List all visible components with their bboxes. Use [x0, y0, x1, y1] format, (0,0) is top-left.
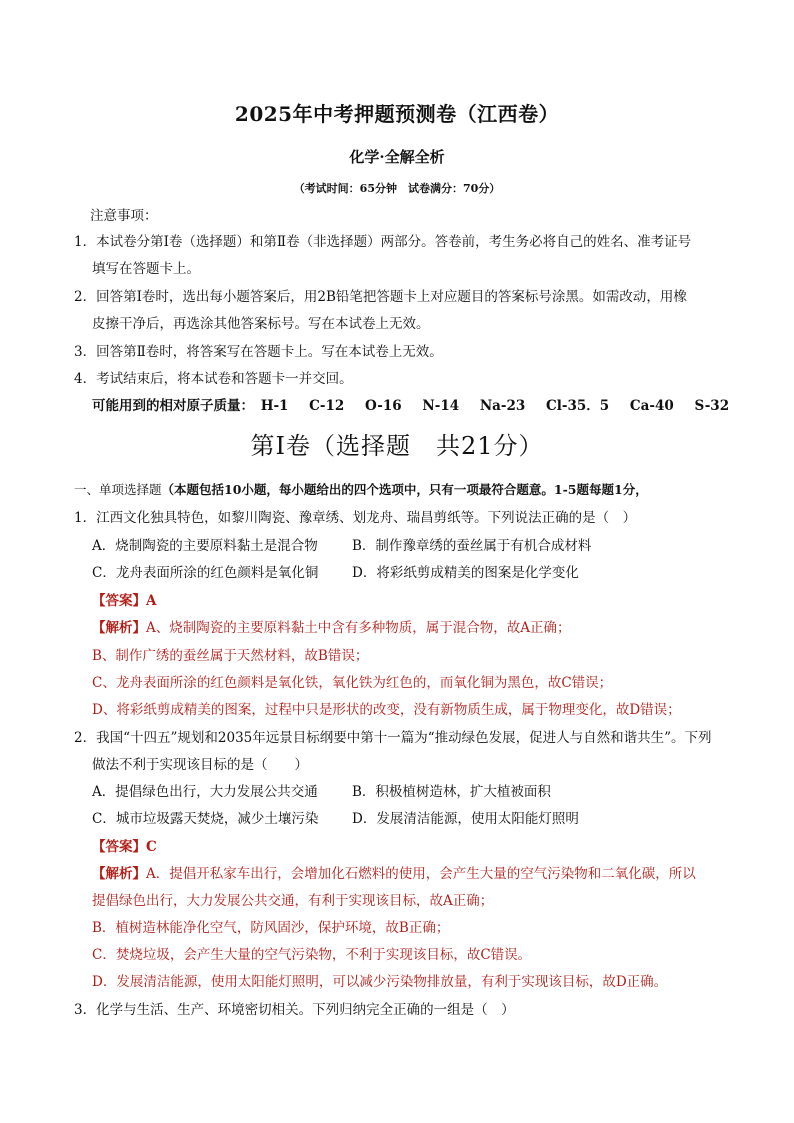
- atomic-mass: N-14: [422, 398, 460, 414]
- atomic-mass: C-12: [309, 398, 345, 414]
- analysis-line: B．植树造林能净化空气，防风固沙，保护环境，故B正确；: [92, 920, 450, 936]
- option-row: [92, 809, 579, 829]
- atomic-mass: S-32: [694, 398, 730, 414]
- part-one-header: [74, 480, 648, 500]
- atomic-mass: O-16: [365, 398, 402, 414]
- answer: 【答案】A: [92, 593, 157, 609]
- option-d: D．将彩纸剪成精美的图案是化学变化: [352, 565, 579, 581]
- atomic-mass: Na-23: [479, 398, 526, 414]
- question-stem: 2．我国“十四五”规划和2035年远景目标纲要中第十一篇为“推动绿色发展，促进人与自然和谐共生”。下列: [74, 730, 712, 746]
- analysis-label: 【解析】: [92, 620, 146, 636]
- option-b: B．制作豫章绣的蚕丝属于有机合成材料: [352, 538, 592, 554]
- analysis-line: [92, 618, 571, 638]
- question-stem: 3．化学与生活、生产、环境密切相关。下列归纳完全正确的一组是（ ）: [74, 1002, 515, 1018]
- note-item: 皮擦干净后，再选涂其他答案标号。写在本试卷上无效。: [92, 316, 430, 332]
- option-c: C．城市垃圾露天焚烧，减少土壤污染: [92, 811, 319, 827]
- analysis-line: C．焚烧垃圾，会产生大量的空气污染物，不利于实现该目标，故C错误。: [92, 947, 532, 963]
- option-b: B．积极植树造林，扩大植被面积: [352, 784, 551, 800]
- option-a: A．烧制陶瓷的主要原料黏土是混合物: [92, 538, 318, 554]
- note-item: 3．回答第Ⅱ卷时，将答案写在答题卡上。写在本试卷上无效。: [74, 344, 443, 360]
- analysis-text: A．提倡开私家车出行，会增加化石燃料的使用，会产生大量的空气污染物和二氧化碳，所以: [146, 866, 696, 882]
- atomic-mass: Cl-35．5: [546, 398, 610, 414]
- atomic-mass: Ca-40: [629, 398, 674, 414]
- note-item: 1．本试卷分第Ⅰ卷（选择题）和第Ⅱ卷（非选择题）两部分。答卷前，考生务必将自己的姓名、准考证号: [74, 234, 692, 250]
- atomic-mass-line: [92, 396, 745, 416]
- note-item: 2．回答第Ⅰ卷时，选出每小题答案后，用2B铅笔把答题卡上对应题目的答案标号涂黑。如需改动，用橡: [74, 289, 687, 305]
- atomic-mass: H-1: [260, 398, 289, 414]
- analysis-text: A、烧制陶瓷的主要原料黏土中含有多种物质，属于混合物，故A正确；: [146, 620, 571, 636]
- option-row: [92, 536, 591, 556]
- analysis-label: 【解析】: [92, 866, 146, 882]
- notes-heading: 注意事项：: [90, 208, 158, 224]
- option-d: D．发展清洁能源，使用太阳能灯照明: [352, 811, 579, 827]
- part-one-prefix: 一、单项选择题: [74, 482, 162, 497]
- question-stem: 做法不利于实现该目标的是（ ）: [92, 757, 308, 773]
- analysis-line: D、将彩纸剪成精美的图案，过程中只是形状的改变，没有新物质生成，属于物理变化，故D错误；: [92, 702, 681, 718]
- analysis-line: [92, 864, 696, 884]
- part-one-desc: （本题包括10小题，每小题给出的四个选项中，只有一项最符合题意。1-5题每题1分，: [161, 482, 648, 497]
- note-item: 填写在答题卡上。: [92, 261, 200, 277]
- page-title: 2025年中考押题预测卷（江西卷）: [234, 102, 560, 126]
- analysis-line: B、制作广绣的蚕丝属于天然材料，故B错误；: [92, 648, 369, 664]
- question-stem: 1．江西文化独具特色，如黎川陶瓷、豫章绣、划龙舟、瑞昌剪纸等。下列说法正确的是（ ）: [74, 510, 637, 526]
- atomic-mass-label: 可能用到的相对原子质量：: [92, 398, 254, 414]
- exam-info: （考试时间：65分钟 试卷满分：70分）: [293, 182, 501, 195]
- page-subtitle: 化学·全解全析: [349, 148, 445, 166]
- option-row: [92, 782, 551, 802]
- analysis-line: C、龙舟表面所涂的红色颜料是氧化铁，氧化铁为红色的，而氧化铜为黑色，故C错误；: [92, 675, 613, 691]
- option-a: A．提倡绿色出行，大力发展公共交通: [92, 784, 318, 800]
- answer: 【答案】C: [92, 839, 157, 855]
- analysis-line: D．发展清洁能源，使用太阳能灯照明，可以减少污染物排放量，有利于实现该目标，故D正确。: [92, 974, 668, 990]
- option-row: [92, 563, 579, 583]
- analysis-line: 提倡绿色出行，大力发展公共交通，有利于实现该目标，故A正确；: [92, 893, 494, 909]
- option-c: C．龙舟表面所涂的红色颜料是氧化铜: [92, 565, 319, 581]
- note-item: 4．考试结束后，将本试卷和答题卡一并交回。: [74, 371, 353, 387]
- section-title: 第Ⅰ卷（选择题 共21分）: [250, 432, 544, 460]
